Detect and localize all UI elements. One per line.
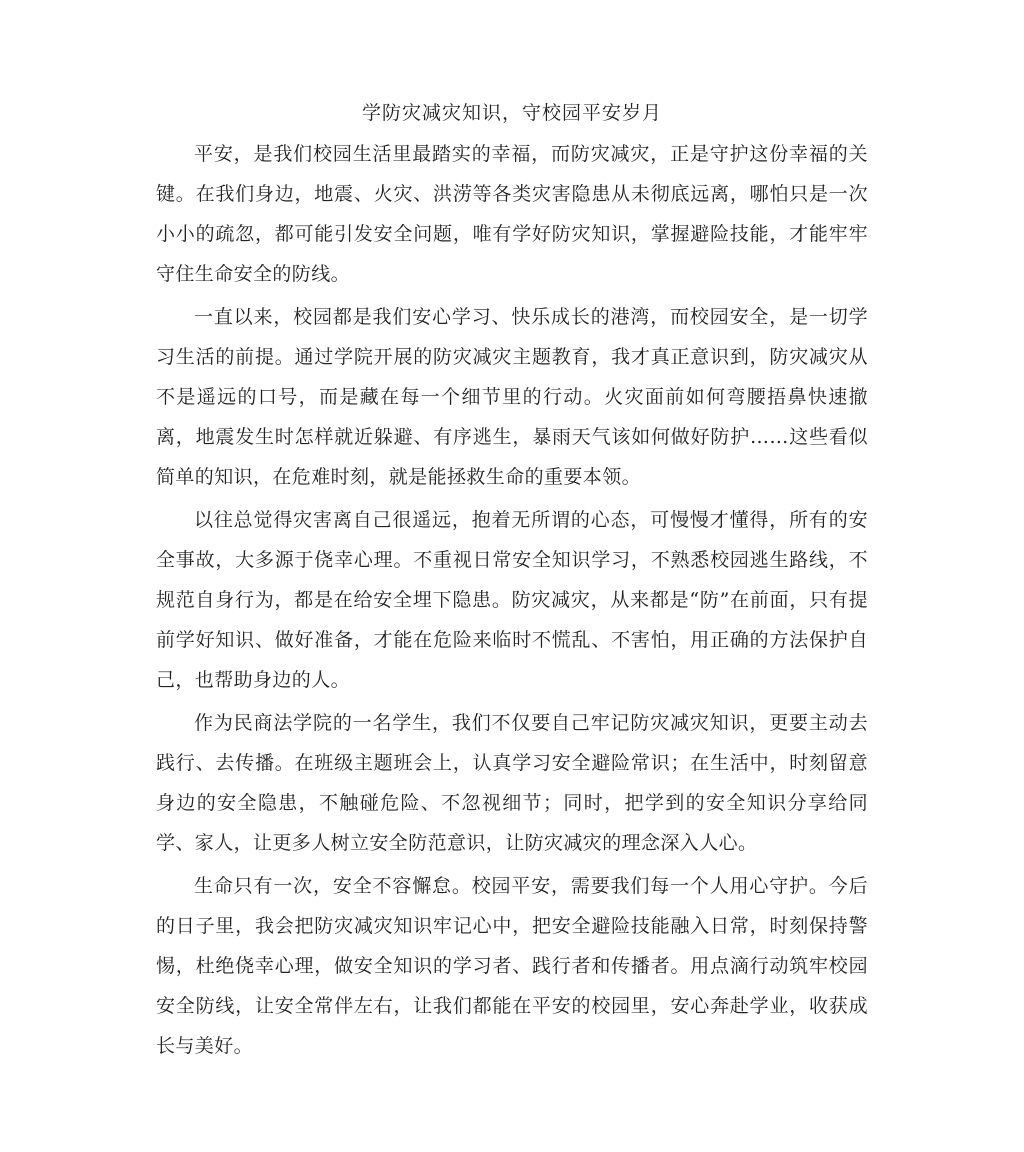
document-body xyxy=(156,96,868,1069)
paragraph-4: 作为民商法学院的一名学生，我们不仅要自己牢记防灾减灾知识，更要主动去践行、去传播。在班级主题班会上，认真学习安全避险常识；在生活中，时刻留意身边的安全隐患，不触碰危险、不忽视细节；同时，把学到的安全知识分享给同学、家人，让更多人树立安全防范意识，让防灾减灾的理念深入人心。 xyxy=(156,712,868,854)
paragraph-2: 一直以来，校园都是我们安心学习、快乐成长的港湾，而校园安全，是一切学习生活的前提。通过学院开展的防灾减灾主题教育，我才真正意识到，防灾减灾从不是遥远的口号，而是藏在每一个细节里的行动。火灾面前如何弯腰捂鼻快速撤离，地震发生时怎样就近躲避、有序逃生，暴雨天气该如何做好防护……这些看似简单的知识，在危难时刻，就是能拯救生命的重要本领。 xyxy=(156,306,868,488)
document-title: 学防灾减灾知识，守校园平安岁月 xyxy=(361,102,662,124)
paragraph-5: 生命只有一次，安全不容懈怠。校园平安，需要我们每一个人用心守护。今后的日子里，我会把防灾减灾知识牢记心中，把安全避险技能融入日常，时刻保持警惕，杜绝侥幸心理，做安全知识的学习者、践行者和传播者。用点滴行动筑牢校园安全防线，让安全常伴左右，让我们都能在平安的校园里，安心奔赴学业，收获成长与美好。 xyxy=(156,875,868,1057)
paragraph-3: 以往总觉得灾害离自己很遥远，抱着无所谓的心态，可慢慢才懂得，所有的安全事故，大多源于侥幸心理。不重视日常安全知识学习，不熟悉校园逃生路线，不规范自身行为，都是在给安全埋下隐患。防灾减灾，从来都是“防”在前面，只有提前学好知识、做好准备，才能在危险来临时不慌乱、不害怕，用正确的方法保护自己，也帮助身边的人。 xyxy=(156,509,868,691)
paragraph-1: 平安，是我们校园生活里最踏实的幸福，而防灾减灾，正是守护这份幸福的关键。在我们身边，地震、火灾、洪涝等各类灾害隐患从未彻底远离，哪怕只是一次小小的疏忽，都可能引发安全问题，唯有学好防灾知识，掌握避险技能，才能牢牢守住生命安全的防线。 xyxy=(156,143,868,285)
